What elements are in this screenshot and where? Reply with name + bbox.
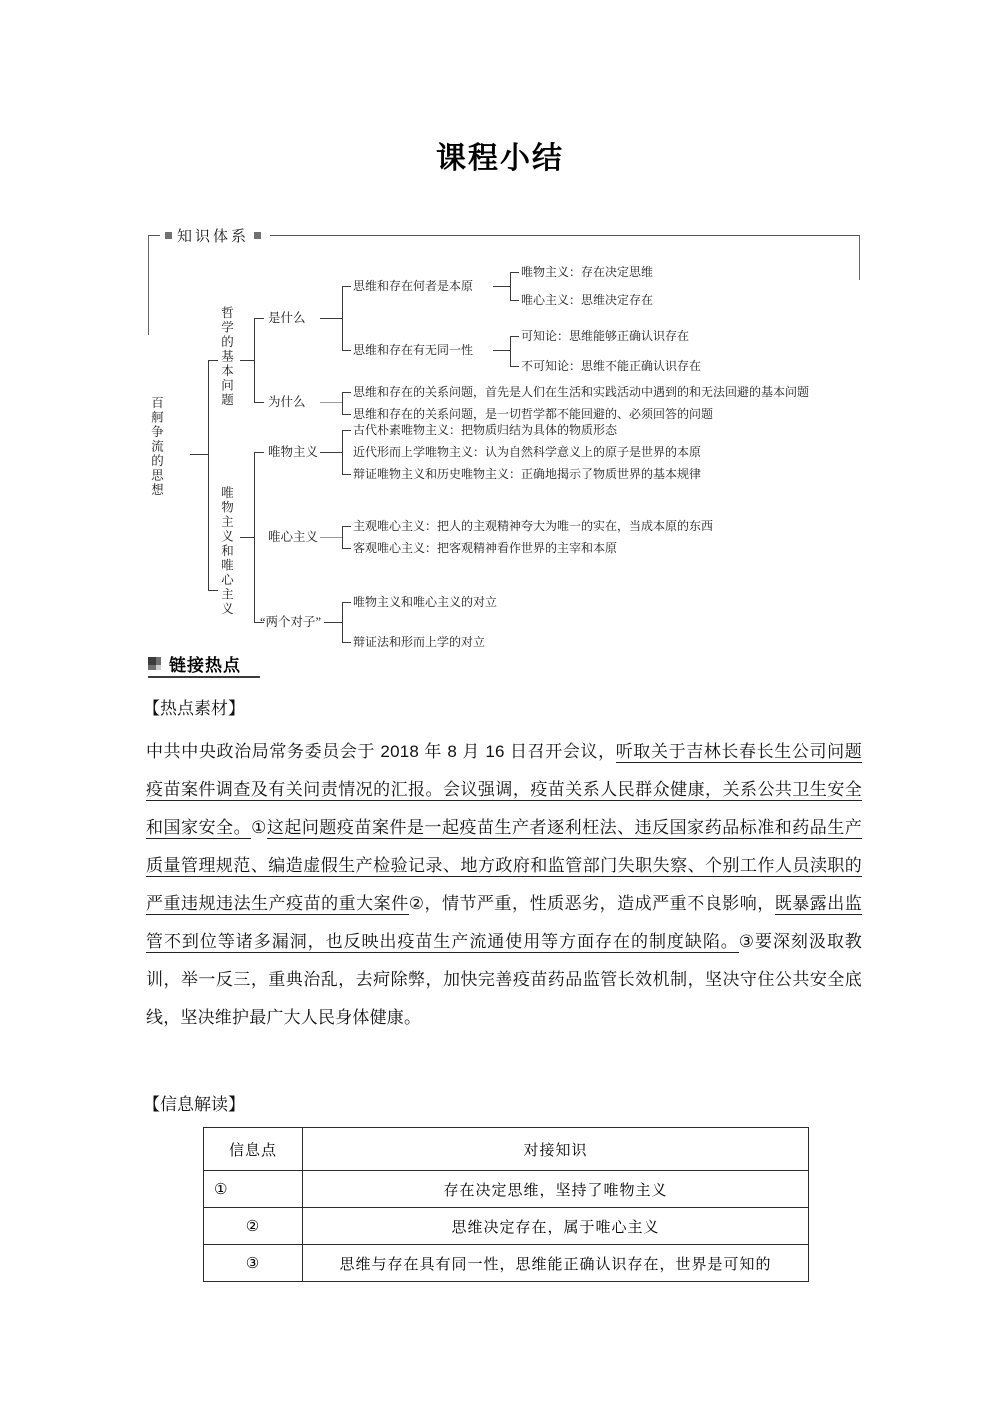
tree-line bbox=[493, 286, 510, 287]
tree-line bbox=[510, 366, 519, 367]
para-segment-3: 要深刻汲取教训，举一反三，重典治乱，去疴除弊，加快完善疫苗药品监管长效机制，坚决守住公共安全底线，坚决维护最广大人民身体健康。 bbox=[146, 932, 862, 1027]
tree-leaf: 唯物主义和唯心主义的对立 bbox=[353, 595, 498, 609]
tree-line bbox=[342, 642, 351, 643]
tree-leaf: 思维和存在的关系问题，首先是人们在生活和实践活动中遇到的和无法回避的基本问题 bbox=[353, 385, 810, 399]
tree-leaf: 不可知论：思维不能正确认识存在 bbox=[521, 359, 702, 373]
para-segment-1: 中共中央政治局常务委员会于 2018 年 8 月 16 日召开会议， bbox=[146, 742, 616, 761]
tree-line bbox=[342, 602, 351, 603]
tree-line bbox=[240, 537, 254, 538]
tree-leaf: 唯物主义：存在决定思维 bbox=[521, 265, 654, 279]
table-header-cell-key: 信息点 bbox=[204, 1128, 303, 1171]
square-bullet-left-icon bbox=[165, 232, 172, 239]
tree-node-idealism: 唯心主义 bbox=[268, 530, 319, 544]
marker-1: ① bbox=[251, 818, 267, 838]
hot-link-title: 链接热点 bbox=[169, 656, 241, 675]
marker-2: ② bbox=[408, 894, 425, 914]
tree-leaf: 客观唯心主义：把客观精神看作世界的主宰和本原 bbox=[353, 541, 618, 555]
tree-line bbox=[342, 430, 343, 474]
tree-line bbox=[342, 474, 351, 475]
tree-line bbox=[342, 430, 351, 431]
para-underlined-3: 既暴露出监管不到位等诸多漏洞，也反映出疫苗生产流通使用等方面存在的制度缺陷。 bbox=[146, 894, 863, 951]
square-marker-icon bbox=[148, 657, 161, 670]
hot-link-underline bbox=[148, 676, 260, 678]
tree-line bbox=[342, 286, 343, 350]
tree-branch-label-2: 唯物主义和唯心主义 bbox=[219, 486, 234, 617]
tree-line bbox=[510, 272, 519, 273]
tree-leaf: 思维和存在的关系问题，是一切哲学都不能回避的、必须回答的问题 bbox=[353, 407, 714, 421]
knowledge-tree-diagram bbox=[148, 265, 868, 649]
header-lead-rule bbox=[148, 235, 160, 236]
table-cell-value: 存在决定思维，坚持了唯物主义 bbox=[303, 1171, 809, 1208]
table-cell-key: ① bbox=[204, 1171, 303, 1208]
hot-link-header bbox=[148, 651, 241, 676]
tree-root-label: 百舸争流的思想 bbox=[149, 396, 164, 498]
para-underlined-1: 听取关于吉林长春长生公司问题疫苗案件调查及有关问责情况的汇报。会议强调，疫苗关系人民群众健康，关系公共卫生安全和国家安全。 bbox=[146, 742, 862, 837]
tree-leaf: 思维和存在何者是本原 bbox=[353, 279, 474, 293]
tree-leaf: 辩证唯物主义和历史唯物主义：正确地揭示了物质世界的基本规律 bbox=[353, 467, 702, 481]
tree-line bbox=[342, 526, 343, 548]
tree-line bbox=[510, 336, 519, 337]
tree-line bbox=[510, 336, 511, 366]
tree-line bbox=[342, 286, 351, 287]
tree-line bbox=[320, 318, 342, 319]
material-section-label: 【热点素材】 bbox=[143, 699, 245, 718]
table-cell-key: ② bbox=[204, 1208, 303, 1245]
tree-line bbox=[342, 392, 343, 414]
frame-right-border bbox=[859, 235, 860, 280]
marker-3: ③ bbox=[738, 932, 755, 952]
table-header-cell-value: 对接知识 bbox=[303, 1128, 809, 1171]
tree-node-two-pairs: “两个对子” bbox=[260, 615, 322, 629]
tree-leaf: 主观唯心主义：把人的主观精神夸大为唯一的实在，当成本原的东西 bbox=[353, 519, 714, 533]
tree-line bbox=[320, 402, 342, 403]
tree-line bbox=[208, 590, 218, 591]
tree-line bbox=[342, 392, 351, 393]
tree-line bbox=[254, 402, 264, 403]
tree-branch-label-1: 哲学的基本问题 bbox=[219, 306, 234, 408]
tree-leaf: 思维和存在有无同一性 bbox=[353, 343, 474, 357]
tree-line bbox=[493, 350, 510, 351]
table-cell-key: ③ bbox=[204, 1245, 303, 1282]
interpret-section-label: 【信息解读】 bbox=[143, 1095, 245, 1114]
tree-line bbox=[324, 622, 342, 623]
tree-line bbox=[342, 526, 351, 527]
knowledge-system-title: 知识体系 bbox=[177, 228, 250, 245]
tree-leaf: 可知论：思维能够正确认识存在 bbox=[521, 329, 690, 343]
knowledge-system-section bbox=[148, 226, 860, 244]
tree-line bbox=[240, 360, 254, 361]
tree-line bbox=[190, 454, 208, 455]
header-trailing-rule bbox=[270, 235, 860, 236]
tree-line bbox=[254, 452, 264, 453]
tree-leaf: 古代朴素唯物主义：把物质归结为具体的物质形态 bbox=[353, 423, 618, 437]
table-cell-value: 思维决定存在，属于唯心主义 bbox=[303, 1208, 809, 1245]
tree-node-what: 是什么 bbox=[268, 311, 306, 325]
tree-line bbox=[254, 318, 264, 319]
para-underlined-2: 这起问题疫苗案件是一起疫苗生产者逐利枉法、违反国家药品标准和药品生产质量管理规范、编造虚假生产检验记录、地方政府和监管部门失职失察、个别工作人员渎职的严重违规违法生产疫苗的重大案件 bbox=[146, 818, 862, 913]
table-row bbox=[204, 1171, 809, 1208]
tree-line bbox=[254, 452, 255, 622]
tree-line bbox=[254, 318, 255, 402]
tree-line bbox=[342, 414, 351, 415]
table-cell-value: 思维与存在具有同一性，思维能正确认识存在，世界是可知的 bbox=[303, 1245, 809, 1282]
tree-node-why: 为什么 bbox=[268, 395, 306, 409]
para-segment-2: ，情节严重，性质恶劣，造成严重不良影响， bbox=[424, 894, 775, 913]
tree-leaf: 近代形而上学唯物主义：认为自然科学意义上的原子是世界的本原 bbox=[353, 445, 702, 459]
tree-line bbox=[320, 537, 342, 538]
square-bullet-right-icon bbox=[254, 232, 261, 239]
tree-leaf: 唯心主义：思维决定存在 bbox=[521, 293, 654, 307]
tree-line bbox=[208, 360, 209, 590]
tree-leaf: 辩证法和形而上学的对立 bbox=[353, 635, 486, 649]
tree-line bbox=[320, 452, 342, 453]
info-interpretation-table bbox=[203, 1127, 809, 1282]
table-row bbox=[204, 1245, 809, 1282]
tree-line bbox=[510, 300, 519, 301]
page-title: 课程小结 bbox=[436, 142, 564, 175]
tree-line bbox=[342, 548, 351, 549]
table-header-row bbox=[204, 1128, 809, 1171]
tree-node-materialism: 唯物主义 bbox=[268, 445, 319, 459]
tree-line bbox=[342, 350, 351, 351]
tree-line bbox=[510, 272, 511, 300]
hot-material-paragraph bbox=[146, 733, 862, 1037]
table-row bbox=[204, 1208, 809, 1245]
tree-line bbox=[342, 602, 343, 642]
knowledge-system-header bbox=[148, 226, 860, 244]
tree-line bbox=[208, 360, 218, 361]
